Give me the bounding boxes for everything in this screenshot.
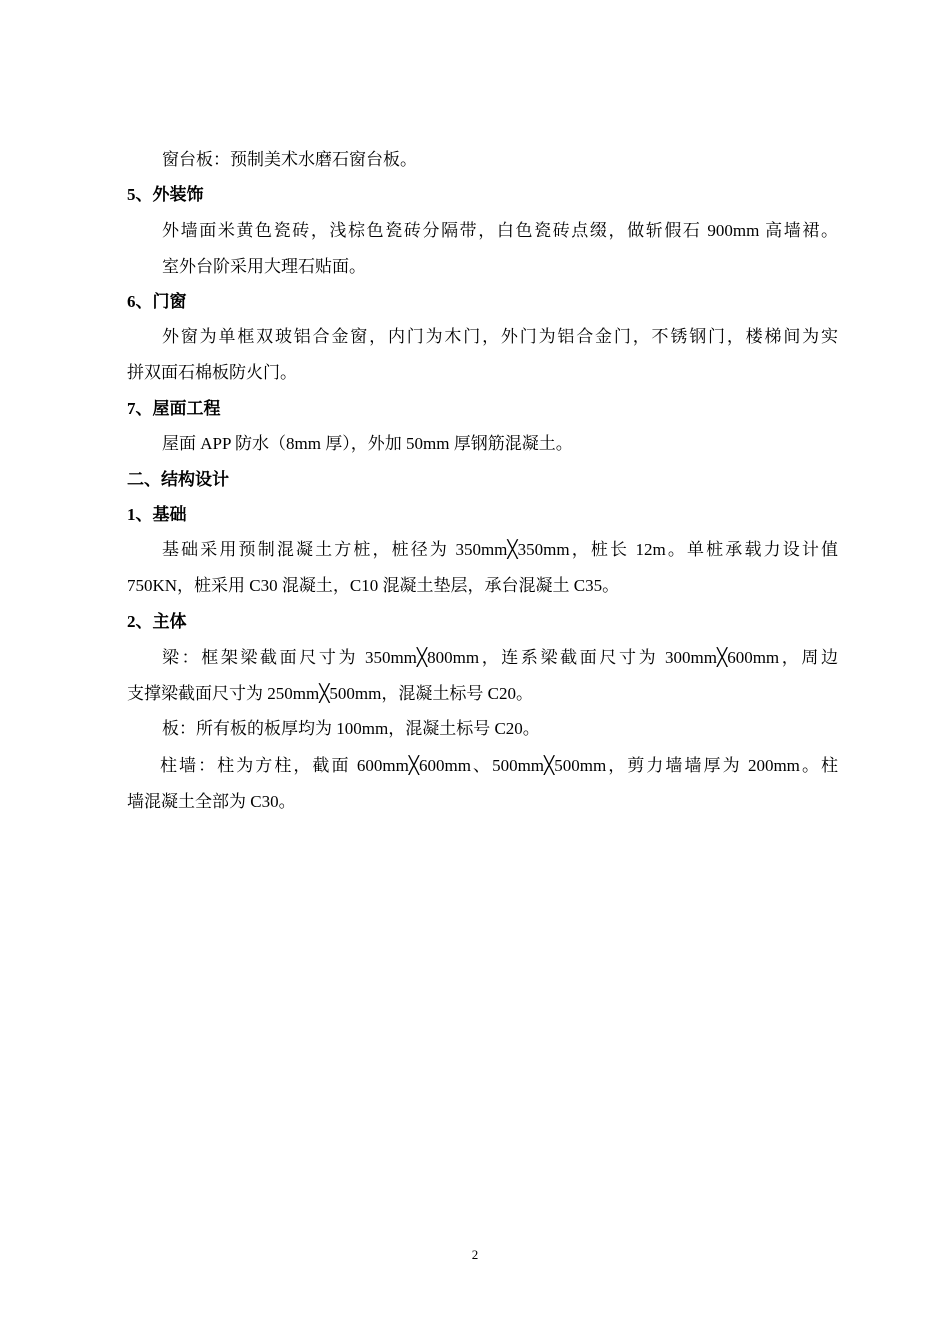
paragraph-beams-line2: 支撑梁截面尺寸为 250mm╳500mm，混凝土标号 C20。	[127, 684, 533, 703]
paragraph-columns-walls-line2: 墙混凝土全部为 C30。	[127, 792, 296, 811]
paragraph-roof: 屋面 APP 防水（8mm 厚），外加 50mm 厚钢筋混凝土。	[162, 434, 573, 453]
heading-structural-design: 二、结构设计	[127, 470, 229, 489]
heading-roof-works: 7、屋面工程	[127, 399, 221, 418]
paragraph-doors-windows-line2: 拼双面石棉板防火门。	[127, 363, 297, 382]
page-number: 2	[471, 1247, 479, 1262]
paragraph-doors-windows-line1: 外窗为单框双玻铝合金窗，内门为木门，外门为铝合金门，不锈钢门，楼梯间为实	[162, 327, 838, 346]
heading-exterior-decoration: 5、外装饰	[127, 185, 204, 204]
paragraph-columns-walls-line1: 柱墙：柱为方柱，截面 600mm╳600mm、500mm╳500mm，剪力墙墙厚为 200mm。柱	[160, 756, 838, 775]
paragraph-beams-line1: 梁：框架梁截面尺寸为 350mm╳800mm，连系梁截面尺寸为 300mm╳600mm，周边	[162, 648, 838, 667]
paragraph-slabs: 板：所有板的板厚均为 100mm，混凝土标号 C20。	[162, 719, 540, 738]
paragraph-foundation-line1: 基础采用预制混凝土方桩，桩径为 350mm╳350mm，桩长 12m。单桩承载力设计值	[162, 540, 838, 559]
paragraph-window-sill: 窗台板：预制美术水磨石窗台板。	[162, 150, 417, 169]
paragraph-outdoor-steps: 室外台阶采用大理石贴面。	[162, 257, 366, 276]
paragraph-exterior-wall: 外墙面米黄色瓷砖，浅棕色瓷砖分隔带，白色瓷砖点缀，做斩假石 900mm 高墙裙。	[162, 221, 838, 240]
heading-doors-windows: 6、门窗	[127, 292, 187, 311]
heading-foundation: 1、基础	[127, 505, 187, 524]
paragraph-foundation-line2: 750KN，桩采用 C30 混凝土，C10 混凝土垫层，承台混凝土 C35。	[127, 576, 620, 595]
heading-main-structure: 2、主体	[127, 612, 187, 631]
